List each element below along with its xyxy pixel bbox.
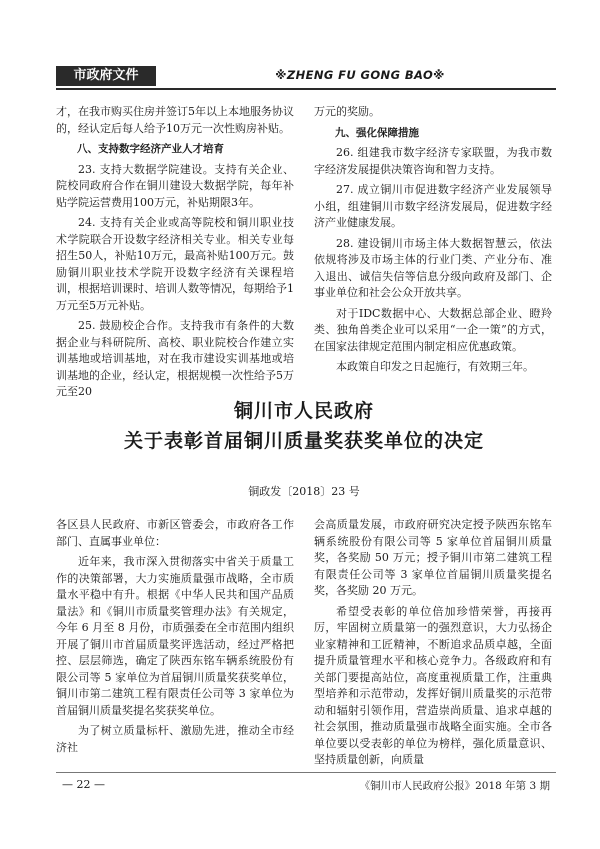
decision-title-line1: 铜川市人民政府	[233, 400, 374, 422]
page-number: — 22 —	[62, 778, 105, 791]
top-right-column	[314, 104, 552, 376]
paragraph: 对于IDC数据中心、大数据总部企业、瞪羚类、独角兽类企业可以采用“一企一策”的方式，在国家法律规定范围内制定相应优惠政策。	[314, 306, 552, 353]
footer-divider	[56, 772, 556, 773]
paragraph: 24. 支持有关企业或高等院校和铜川职业技术学院联合开设数字经济相关专业。相关专业每招生50人，补贴10万元，最高补贴100万元。鼓励铜川职业技术学院开设数字经济有关课程培训，根据培训课时、培训人数等情况，每期给予1万元至5万元补贴。	[56, 216, 294, 312]
bottom-left-column	[56, 517, 294, 756]
paragraph: 近年来，我市深入贯彻落实中省关于质量工作的决策部署，大力实施质量强市战略，全市质量水平稳中有升。根据《中华人民共和国产品质量法》和《铜川市质量奖管理办法》有关规定，今年 6 月至 8 月份，市质强委在全市范围内组织开展了铜川市首届质量奖评选活动，经过严格把控、层层筛选，确定了陕西东铭车辆系统股份有限公司等 5 家单位为首届铜川质量奖获奖单位，铜川市第二建筑工程有限责任公司等 3 家单位为首届铜川质量奖提名奖获奖单位。	[56, 555, 294, 717]
paragraph: 28. 建设铜川市场主体大数据智慧云，依法依规将涉及市场主体的行业门类、产业分布、准入退出、诚信失信等信息分级向政府及部门、企事业单位和社会公众开放共享。	[314, 236, 552, 299]
paragraph: 希望受表彰的单位倍加珍惜荣誉，再接再厉，牢固树立质量第一的强烈意识，大力弘扬企业家精神和工匠精神，不断追求品质卓越，全面提升质量管理水平和核心竞争力。各级政府和有关部门要提高站位，高度重视质量工作，注重典型培养和示范带动，发挥好铜川质量奖的示范带动和辐射引领作用，营造崇尚质量、追求卓越的社会氛围，推动质量强市战略全面实施。全市各单位要以受表彰的单位为榜样，强化质量意识、坚持质量创新，向质量	[314, 604, 552, 766]
paragraph: 才，在我市购买住房并签订5年以上本地服务协议的，经认定后每人给予10万元一次性购房补贴。	[56, 105, 294, 135]
paragraph: 万元的奖励。	[314, 105, 380, 118]
journal-issue: 《铜川市人民政府公报》2018 年第 3 期	[359, 780, 550, 792]
paragraph: 27. 成立铜川市促进数字经济产业发展领导小组，组建铜川市数字经济发展局，促进数字经济产业健康发展。	[314, 183, 552, 229]
section-heading: 九、强化保障措施	[335, 126, 419, 139]
top-left-column	[56, 104, 294, 401]
header-divider	[56, 88, 556, 90]
journal-header-title: ※ZHENG FU GONG BAO※	[275, 68, 445, 82]
section-label: 市政府文件	[56, 66, 156, 86]
paragraph: 26. 组建我市数字经济专家联盟，为我市数字经济发展提供决策咨询和智力支持。	[314, 146, 552, 176]
paragraph: 23. 支持大数据学院建设。支持有关企业、院校同政府合作在铜川建设大数据学院，每年补贴学院运营费用100万元，补贴期限3年。	[56, 162, 294, 209]
paragraph: 本政策自印发之日起施行，有效期三年。	[336, 360, 534, 373]
decision-title-line2: 关于表彰首届铜川质量奖获奖单位的决定	[123, 430, 484, 452]
paragraph: 会高质量发展，市政府研究决定授予陕西东铭车辆系统股份有限公司等 5 家单位首届铜川质量奖，各奖励 50 万元；授予铜川市第二建筑工程有限责任公司等 3 家单位首届铜川质量奖提名奖，各奖励 20 万元。	[314, 518, 552, 597]
paragraph: 25. 鼓励校企合作。支持我市有条件的大数据企业与科研院所、高校、职业院校合作建立实训基地或培训基地，对在我市建设实训基地或培训基地的企业，经认定，根据规模一次性给予5万元至20	[56, 319, 294, 398]
addressee: 各区县人民政府、市新区管委会，市政府各工作部门、直属事业单位：	[56, 518, 294, 548]
document-number: 铜政发〔2018〕23 号	[248, 485, 360, 498]
paragraph: 为了树立质量标杆、激励先进，推动全市经济社	[56, 724, 294, 754]
bottom-right-column	[314, 517, 552, 769]
section-heading: 八、支持数字经济产业人才培育	[77, 143, 224, 155]
